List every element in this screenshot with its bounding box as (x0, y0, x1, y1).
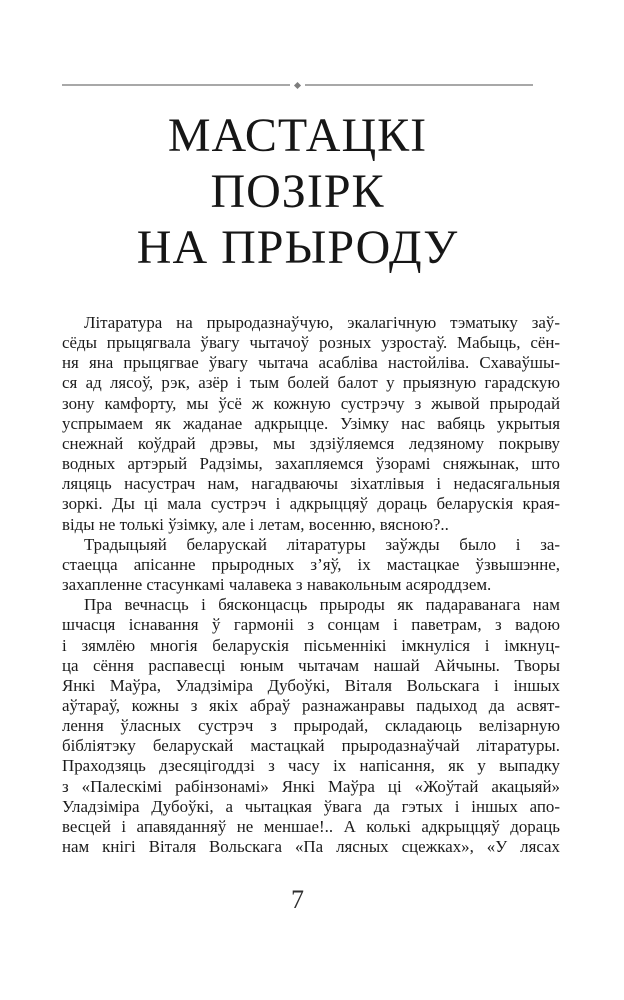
paragraph (62, 595, 560, 857)
text-line: Літаратура на прыродазнаўчую, экалагічную тэматыку заў- (84, 313, 560, 332)
diamond-ornament-icon (294, 81, 301, 88)
text-line: успрымаем як жаданае адкрыцце. Узімку нас вабяць укрытыя (62, 413, 560, 433)
text-line: бібліятэку беларускай мастацкай прыродазнаўчай літаратуры. (62, 736, 560, 756)
text-line: аўтараў, кожны з якіх абраў разнажанравы падыход да асвят- (62, 695, 560, 715)
header-ornament-rule (62, 79, 533, 91)
text-line: і зямлёю многія беларускія пісьменнікі імкнуліся і імкнуц- (62, 635, 560, 655)
text-line: зону камфорту, мы ўсё ж кожную сустрэчу з жывой прыродай (62, 393, 560, 413)
text-line: Пра вечнасць і бясконцасць прыроды як падараванага нам (84, 595, 560, 615)
page-number: 7 (291, 885, 304, 914)
text-line: шчасця існавання ў гармоніі з сонцам і паветрам, з вадою (62, 615, 560, 635)
text-line: ца сёння распавесці юным чытачам нашай Айчыны. Творы (62, 655, 560, 675)
chapter-title (62, 108, 533, 276)
text-line: стаецца апісанне прыродных з’яў, іх мастацкае ўзвышэнне, (62, 554, 560, 574)
text-line: віды не толькі ўзімку, але і летам, восенню, вясною?.. (62, 514, 449, 534)
body-text (62, 313, 560, 857)
chapter-title-line-2: ПОЗІРК (210, 165, 385, 218)
text-line: весцей і апавяданняў не меншае!.. А колькі адкрыццяў дораць (62, 816, 560, 836)
chapter-title-line-3: НА ПРЫРОДУ (136, 221, 459, 274)
text-line: Янкі Маўра, Уладзіміра Дубоўкі, Віталя Вольскага і іншых (62, 675, 560, 695)
text-line: ня яна прыцягвае ўвагу чытача асабліва настойліва. Схаваўшы- (62, 353, 560, 373)
text-line: зоркі. Ды ці мала сустрэч і адкрыццяў дораць беларускія края- (62, 494, 560, 514)
paragraph (62, 535, 560, 595)
text-line: Уладзіміра Дубоўкі, а чытацкая ўвага да гэтых і іншых апо- (62, 796, 560, 816)
text-line: Праходзяць дзесяцігоддзі з часу іх напісання, як у выпадку (62, 756, 560, 776)
text-line: лення ўласных сустрэч з прыродай, складаюць велізарную (62, 716, 560, 736)
text-line: ся ад лясоў, рэк, азёр і тым болей балот у прыязную гарадскую (62, 373, 560, 393)
rule-right-segment (305, 84, 533, 86)
text-line: водных артэрый Радзімы, захапляемся ўзорамі сняжынак, што (62, 454, 560, 474)
text-line: з «Палескімі рабінзонамі» Янкі Маўра ці «Жоўтай акацыяй» (62, 776, 560, 796)
text-line: ляцяць насустрач нам, нагадваючы зіхатлівыя і недасягальныя (62, 474, 560, 494)
chapter-title-line-1: МАСТАЦКІ (167, 109, 428, 162)
text-line: снежнай коўдрай дрэвы, мы здзіўляемся ледзяному покрыву (62, 433, 560, 453)
text-line: Традыцыяй беларускай літаратуры заўжды было і за- (84, 534, 560, 554)
text-line: захапленне стасункамі чалавека з навакольным асяроддзем. (62, 575, 492, 595)
rule-left-segment (62, 84, 290, 86)
paragraph (62, 313, 560, 535)
text-line: нам кнігі Віталя Вольскага «Па лясных сцежках», «У лясах (62, 837, 560, 857)
text-line: сёды прыцягвала ўвагу чытачоў розных узростаў. Мабыць, сён- (62, 333, 560, 353)
